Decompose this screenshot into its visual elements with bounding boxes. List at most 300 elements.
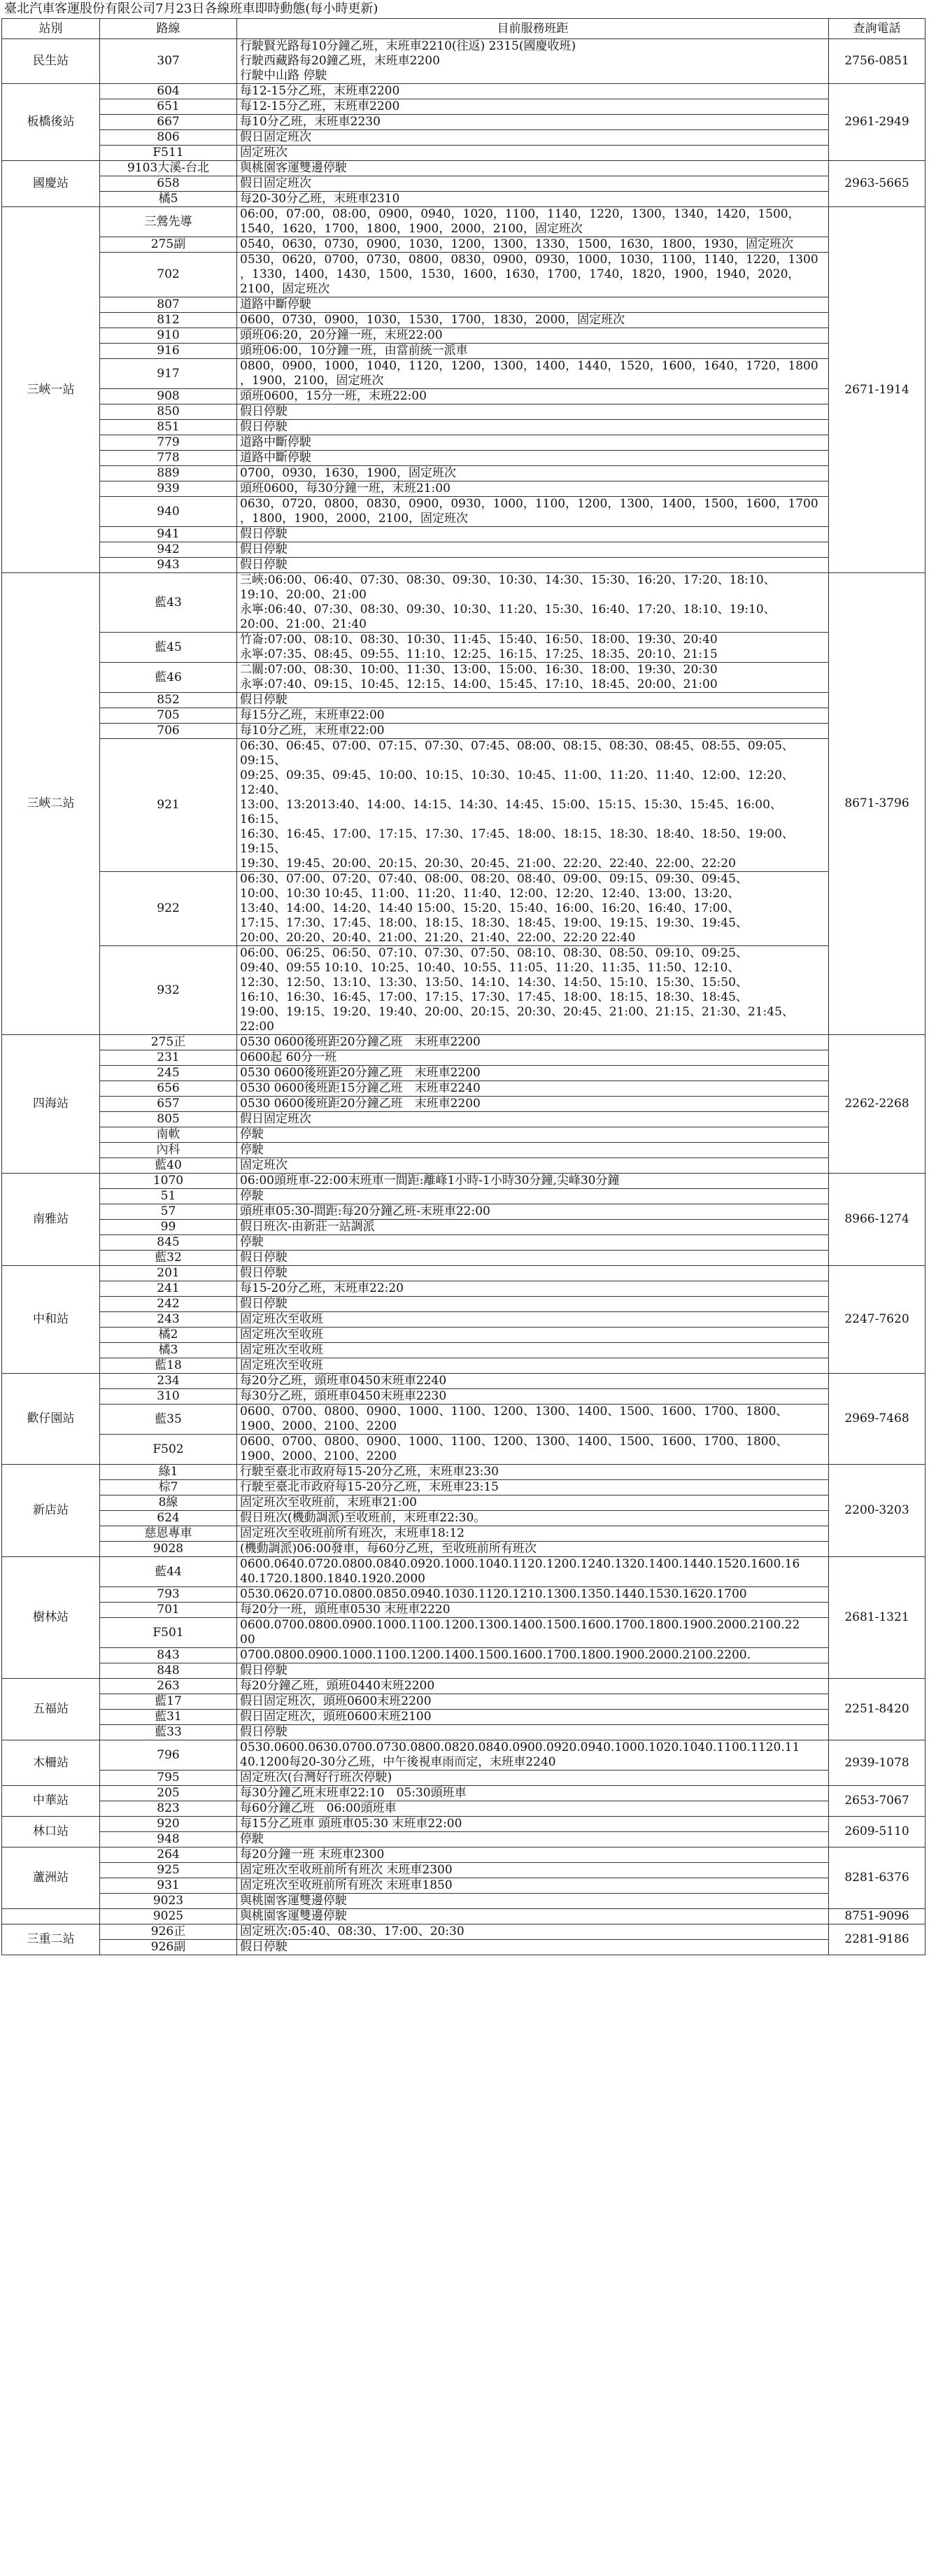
station-name: 南雅站 (2, 1174, 100, 1266)
table-row (2, 1281, 926, 1297)
table-row (2, 1266, 926, 1281)
route-number: 852 (100, 693, 237, 708)
service-schedule: (機動調派)06:00發車，每60分乙班，至收班前所有班次 (237, 1542, 829, 1557)
table-row (2, 1251, 926, 1266)
route-number: 264 (100, 1847, 237, 1863)
service-schedule: 固定班次至收班 (237, 1312, 829, 1328)
route-number: F502 (100, 1435, 237, 1465)
table-row (2, 253, 926, 297)
service-schedule: 固定班次(台灣好行班次停駛) (237, 1771, 829, 1786)
service-schedule: 每60分鐘乙班 06:00頭班車 (237, 1801, 829, 1817)
route-number: 三鶯先導 (100, 207, 237, 237)
table-row (2, 313, 926, 328)
table-row (2, 39, 926, 84)
service-schedule: 固定班次至收班 (237, 1343, 829, 1358)
route-number: 242 (100, 1297, 237, 1312)
table-row (2, 1894, 926, 1909)
route-number: 藍44 (100, 1557, 237, 1587)
route-number: 843 (100, 1648, 237, 1663)
service-schedule: 0800，0900，1000，1040，1120，1200，1300，1400，1440，1520，1600，1640，1720，1800 ，1900，2100，固定班次 (237, 359, 829, 389)
route-number: 南軟 (100, 1127, 237, 1143)
service-schedule: 每15-20分乙班，末班車22:20 (237, 1281, 829, 1297)
route-number: 橘3 (100, 1343, 237, 1358)
station-phone: 2200-3203 (829, 1465, 926, 1557)
station-phone: 2281-9186 (829, 1924, 926, 1955)
route-number: 823 (100, 1801, 237, 1817)
service-schedule: 停駛 (237, 1189, 829, 1204)
table-row (2, 1511, 926, 1526)
route-number: F501 (100, 1618, 237, 1648)
service-schedule: 06:30、06:45、07:00、07:15、07:30、07:45、08:00、08:15、08:30、08:45、08:55、09:05、09:15、 09:25、09:35、09:45、10:00、10:15、10:30、10:45、11:00、11:20、11:40、12:00、12:20、12:40、 13:00、13:2013:40、14:00、14:15、14:30、14:45、15:00、15:15、15:30、15:45、16:00、16:15、 16:30、16:45、17:00、17:15、17:30、17:45、18:00、18:15、18:30、18:40、18:50、19:00、19:15、 19:30、19:45、20:00、20:15、20:30、20:45、21:00、22:20、22:40、22:00、22:20 (237, 739, 829, 872)
route-number: F511 (100, 146, 237, 161)
table-row (2, 1832, 926, 1847)
station-name: 四海站 (2, 1035, 100, 1174)
route-number: 9025 (100, 1909, 237, 1924)
service-schedule: 每12-15分乙班，末班車2200 (237, 99, 829, 115)
service-schedule: 0530 0600後班距20分鐘乙班 末班車2200 (237, 1097, 829, 1112)
service-schedule: 假日固定班次 (237, 176, 829, 192)
service-schedule: 頭班0600，15分一班，末班22:00 (237, 389, 829, 404)
route-number: 藍43 (100, 573, 237, 633)
service-schedule: 假日停駛 (237, 527, 829, 542)
route-number: 701 (100, 1603, 237, 1618)
route-number: 779 (100, 435, 237, 451)
table-row (2, 1648, 926, 1663)
service-schedule: 假日班次(機動調派)至收班前，末班車22:30。 (237, 1511, 829, 1526)
route-number: 807 (100, 297, 237, 313)
service-schedule: 與桃園客運雙邊停駛 (237, 1894, 829, 1909)
station-phone: 2251-8420 (829, 1679, 926, 1740)
table-row (2, 1710, 926, 1725)
route-number: 57 (100, 1204, 237, 1220)
table-row (2, 1465, 926, 1480)
station-phone: 2963-5665 (829, 161, 926, 207)
table-row (2, 1220, 926, 1235)
route-number: 棕7 (100, 1480, 237, 1495)
route-number: 橘2 (100, 1328, 237, 1343)
route-number: 778 (100, 451, 237, 466)
route-number: 99 (100, 1220, 237, 1235)
service-schedule: 頭班0600，每30分鐘一班，末班21:00 (237, 481, 829, 497)
table-row (2, 1097, 926, 1112)
service-schedule: 0530，0620，0700，0730，0800，0830，0900，0930，1000，1030，1100，1140，1220，1300 ，1330，1400，1430，1500，1530，1600，1630，1700，1740，1820，1900，1940，2020， 2100，固定班次 (237, 253, 829, 297)
service-schedule: 每30分鐘乙班末班車22:10 05:30頭班車 (237, 1786, 829, 1801)
header-route: 路線 (100, 19, 237, 39)
service-schedule: 頭班06:00，10分鐘一班，由當前統一派車 (237, 344, 829, 359)
route-number: 藍18 (100, 1358, 237, 1374)
service-schedule: 二關:07:00、08:30、10:00、11:30、13:00、15:00、16:30、18:00、19:30、20:30 永寧:07:40、09:15、10:45、12:15、14:00、15:45、17:10、18:45、20:00、21:00 (237, 663, 829, 693)
service-schedule: 0600，0730，0900，1030，1530，1700，1830，2000，固定班次 (237, 313, 829, 328)
table-row (2, 1725, 926, 1740)
route-number: 藍17 (100, 1694, 237, 1710)
table-row (2, 1557, 926, 1587)
table-row (2, 1343, 926, 1358)
table-row (2, 1924, 926, 1940)
service-schedule: 0600起 60分一班 (237, 1050, 829, 1066)
table-row (2, 99, 926, 115)
service-schedule: 每15分乙班車 頭班車05:30 末班車22:00 (237, 1817, 829, 1832)
table-row (2, 663, 926, 693)
table-row (2, 146, 926, 161)
service-schedule: 0630，0720，0800，0830，0900，0930，1000，1100，1200，1300，1400，1500，1600，1700 ，1800，1900，2000，2100，固定班次 (237, 497, 829, 527)
table-row (2, 1771, 926, 1786)
station-phone: 8966-1274 (829, 1174, 926, 1266)
route-number: 658 (100, 176, 237, 192)
table-row (2, 481, 926, 497)
service-schedule: 假日停駛 (237, 1297, 829, 1312)
table-row (2, 1374, 926, 1389)
service-schedule: 06:00頭班車-22:00末班車一間距:離峰1小時-1小時30分鐘,尖峰30分鐘 (237, 1174, 829, 1189)
route-number: 657 (100, 1097, 237, 1112)
service-schedule: 三峽:06:00、06:40、07:30、08:30、09:30、10:30、14:30、15:30、16:20、17:20、18:10、 19:10、20:00、21:00 永寧:06:40、07:30、08:30、09:30、10:30、11:20、15:30、16:40、17:20、18:10、19:10、 20:00、21:00、21:40 (237, 573, 829, 633)
route-number: 1070 (100, 1174, 237, 1189)
table-row (2, 558, 926, 573)
station-phone: 2961-2949 (829, 84, 926, 161)
route-number: 796 (100, 1740, 237, 1771)
service-schedule: 假日停駛 (237, 558, 829, 573)
table-row (2, 1127, 926, 1143)
route-number: 243 (100, 1312, 237, 1328)
service-schedule: 每20分乙班，頭班車0450末班車2240 (237, 1374, 829, 1389)
route-number: 917 (100, 359, 237, 389)
station-name: 三峽二站 (2, 573, 100, 1035)
service-schedule: 假日班次-由新莊一站調派 (237, 1220, 829, 1235)
service-schedule: 0540，0630，0730，0900，1030，1200，1300，1330，1500，1630，1800，1930，固定班次 (237, 237, 829, 253)
service-schedule: 固定班次至收班 (237, 1328, 829, 1343)
table-row (2, 1542, 926, 1557)
route-number: 51 (100, 1189, 237, 1204)
table-row (2, 542, 926, 558)
station-phone: 2653-7067 (829, 1786, 926, 1817)
route-number: 234 (100, 1374, 237, 1389)
table-row (2, 1158, 926, 1174)
service-schedule: 固定班次至收班前所有班次，末班車18:12 (237, 1526, 829, 1542)
route-number: 850 (100, 404, 237, 420)
table-row (2, 1050, 926, 1066)
route-number: 940 (100, 497, 237, 527)
table-row (2, 1847, 926, 1863)
route-number: 920 (100, 1817, 237, 1832)
table-row (2, 573, 926, 633)
route-number: 793 (100, 1587, 237, 1603)
route-number: 667 (100, 115, 237, 130)
service-schedule: 0700，0930，1630，1900，固定班次 (237, 466, 829, 481)
table-row (2, 1312, 926, 1328)
service-schedule: 06:30、07:00、07:20、07:40、08:00、08:20、08:40、09:00、09:15、09:30、09:45、 10:00、10:30 10:45、11:00、11:20、11:40、12:00、12:20、12:40、13:00、13:20、 13:40、14:00、14:20、14:40 15:00、15:20、15:40、16:00、16:20、16:40、17:00、 17:15、17:30、17:45、18:00、18:15、18:30、18:45、19:00、19:15、19:30、19:45、 20:00、20:20、20:40、21:00、21:20、21:40、22:00、22:20 22:40 (237, 872, 829, 946)
table-row (2, 1663, 926, 1679)
service-schedule: 停駛 (237, 1832, 829, 1847)
service-schedule: 固定班次:05:40、08:30、17:00、20:30 (237, 1924, 829, 1940)
table-row (2, 207, 926, 237)
station-phone: 2609-5110 (829, 1817, 926, 1847)
service-schedule: 0530 0600後班距20分鐘乙班 末班車2200 (237, 1066, 829, 1081)
route-number: 8線 (100, 1495, 237, 1511)
table-row (2, 1587, 926, 1603)
route-number: 851 (100, 420, 237, 435)
service-schedule: 06:00、06:25、06:50、07:10、07:30、07:50、08:10、08:30、08:50、09:10、09:25、 09:40、09:55 10:10、10:25、10:40、10:55、11:05、11:20、11:35、11:50、12:10、 12:30、12:50、13:10、13:30、13:50、14:10、14:30、14:50、15:10、15:30、15:50、 16:10、16:30、16:45、17:00、17:15、17:30、17:45、18:00、18:15、18:30、18:45、 19:00、19:15、19:20、19:40、20:00、20:15、20:30、20:45、21:00、21:15、21:30、21:45、22:00 (237, 946, 829, 1035)
route-number: 231 (100, 1050, 237, 1066)
table-row (2, 1081, 926, 1097)
table-row (2, 297, 926, 313)
service-schedule: 假日停駛 (237, 1663, 829, 1679)
header-service: 目前服務班距 (237, 19, 829, 39)
table-row (2, 1495, 926, 1511)
table-row (2, 389, 926, 404)
service-schedule: 道路中斷停駛 (237, 451, 829, 466)
service-schedule: 固定班次至收班 (237, 1358, 829, 1374)
table-row (2, 1786, 926, 1801)
route-number: 908 (100, 389, 237, 404)
station-name: 林口站 (2, 1817, 100, 1847)
service-schedule: 每12-15分乙班，末班車2200 (237, 84, 829, 99)
service-schedule: 道路中斷停駛 (237, 297, 829, 313)
service-schedule: 0600、0700、0800、0900、1000、1100、1200、1300、1400、1500、1600、1700、1800、 1900、2000、2100、2200 (237, 1435, 829, 1465)
table-row (2, 466, 926, 481)
service-schedule: 0700.0800.0900.1000.1100.1200.1400.1500.1600.1700.1800.1900.2000.2100.2200. (237, 1648, 829, 1663)
table-row (2, 404, 926, 420)
service-schedule: 每10分乙班，末班車22:00 (237, 724, 829, 739)
route-number: 845 (100, 1235, 237, 1251)
station-phone: 2262-2268 (829, 1035, 926, 1174)
route-number: 702 (100, 253, 237, 297)
header-station: 站別 (2, 19, 100, 39)
route-number: 9103大溪-台北 (100, 161, 237, 176)
route-number: 848 (100, 1663, 237, 1679)
route-number: 245 (100, 1066, 237, 1081)
station-phone: 2939-1078 (829, 1740, 926, 1786)
route-number: 201 (100, 1266, 237, 1281)
table-row (2, 497, 926, 527)
route-number: 藍40 (100, 1158, 237, 1174)
table-row (2, 1389, 926, 1405)
table-row (2, 1801, 926, 1817)
route-number: 205 (100, 1786, 237, 1801)
station-phone: 8751-9096 (829, 1909, 926, 1924)
service-schedule: 固定班次 (237, 1158, 829, 1174)
route-number: 藍33 (100, 1725, 237, 1740)
route-number: 307 (100, 39, 237, 84)
service-schedule: 行駛至臺北市政府每15-20分乙班，末班車23:30 (237, 1465, 829, 1480)
route-number: 藍46 (100, 663, 237, 693)
service-schedule: 假日停駛 (237, 693, 829, 708)
route-number: 805 (100, 1112, 237, 1127)
service-schedule: 與桃園客運雙邊停駛 (237, 1909, 829, 1924)
route-number: 812 (100, 313, 237, 328)
service-schedule: 頭班06:20，20分鐘一班，末班22:00 (237, 328, 829, 344)
service-schedule: 頭班車05:30-間距:每20分鐘乙班-末班車22:00 (237, 1204, 829, 1220)
service-schedule: 0530.0620.0710.0800.0850.0940.1030.1120.1210.1300.1350.1440.1530.1620.1700 (237, 1587, 829, 1603)
service-schedule: 0600、0700、0800、0900、1000、1100、1200、1300、1400、1500、1600、1700、1800、 1900、2000、2100、2200 (237, 1405, 829, 1435)
table-row (2, 1297, 926, 1312)
table-row (2, 1618, 926, 1648)
route-number: 624 (100, 1511, 237, 1526)
table-row (2, 1405, 926, 1435)
service-schedule: 停駛 (237, 1143, 829, 1158)
station-name: 蘆洲站 (2, 1847, 100, 1909)
service-schedule: 停駛 (237, 1127, 829, 1143)
service-schedule: 固定班次至收班前所有班次 末班車1850 (237, 1878, 829, 1894)
route-number: 889 (100, 466, 237, 481)
table-row (2, 1035, 926, 1050)
table-row (2, 1143, 926, 1158)
route-number: 926正 (100, 1924, 237, 1940)
service-schedule: 每10分乙班，末班車2230 (237, 115, 829, 130)
route-number: 916 (100, 344, 237, 359)
station-name: 板橋後站 (2, 84, 100, 161)
service-schedule: 行駛賢光路每10分鐘乙班，末班車2210(往返) 2315(國慶收班) 行駛西藏路每20鐘乙班，末班車2200 行駛中山路 停駛 (237, 39, 829, 84)
service-schedule: 假日固定班次，頭班0600末班2200 (237, 1694, 829, 1710)
service-schedule: 06:00，07:00，08:00，0900，0940，1020，1100，1140，1220，1300，1340，1420，1500， 1540，1620，1700，1800，1900，2000，2100，固定班次 (237, 207, 829, 237)
route-number: 921 (100, 739, 237, 872)
table-row (2, 344, 926, 359)
table-row (2, 84, 926, 99)
service-schedule: 與桃園客運雙邊停駛 (237, 161, 829, 176)
service-schedule: 每20分鐘乙班，頭班0440末班2200 (237, 1679, 829, 1694)
table-row (2, 1603, 926, 1618)
table-row (2, 739, 926, 872)
route-number: 275正 (100, 1035, 237, 1050)
route-number: 9028 (100, 1542, 237, 1557)
route-number: 926副 (100, 1940, 237, 1955)
route-number: 241 (100, 1281, 237, 1297)
service-schedule: 假日停駛 (237, 542, 829, 558)
table-row (2, 1480, 926, 1495)
table-row (2, 693, 926, 708)
route-number: 橘5 (100, 192, 237, 207)
table-row (2, 1358, 926, 1374)
station-phone: 8281-6376 (829, 1847, 926, 1909)
table-row (2, 724, 926, 739)
table-row (2, 1435, 926, 1465)
route-number: 藍31 (100, 1710, 237, 1725)
route-number: 內科 (100, 1143, 237, 1158)
service-schedule: 停駛 (237, 1235, 829, 1251)
route-number: 656 (100, 1081, 237, 1097)
route-number: 藍45 (100, 633, 237, 663)
table-row (2, 1940, 926, 1955)
table-row (2, 130, 926, 146)
route-number: 806 (100, 130, 237, 146)
service-schedule: 每20分鐘一班 末班車2300 (237, 1847, 829, 1863)
service-schedule: 假日停駛 (237, 1940, 829, 1955)
route-number: 922 (100, 872, 237, 946)
station-name: 樹林站 (2, 1557, 100, 1679)
route-number: 941 (100, 527, 237, 542)
station-name (2, 1909, 100, 1924)
route-number: 604 (100, 84, 237, 99)
route-number: 948 (100, 1832, 237, 1847)
table-row (2, 359, 926, 389)
route-number: 藍32 (100, 1251, 237, 1266)
table-row (2, 1740, 926, 1771)
page-title: 臺北汽車客運股份有限公司7月23日各線班車即時動態(每小時更新) (4, 1, 378, 16)
station-name: 新店站 (2, 1465, 100, 1557)
table-row (2, 1235, 926, 1251)
service-schedule: 假日停駛 (237, 404, 829, 420)
route-number: 310 (100, 1389, 237, 1405)
table-row (2, 1679, 926, 1694)
station-name: 木柵站 (2, 1740, 100, 1786)
station-name: 國慶站 (2, 161, 100, 207)
table-row (2, 946, 926, 1035)
route-number: 慈恩專車 (100, 1526, 237, 1542)
route-number: 942 (100, 542, 237, 558)
route-number: 706 (100, 724, 237, 739)
service-schedule: 假日停駛 (237, 1251, 829, 1266)
station-phone: 2247-7620 (829, 1266, 926, 1374)
service-schedule: 固定班次至收班前所有班次 末班車2300 (237, 1863, 829, 1878)
station-name: 五福站 (2, 1679, 100, 1740)
service-schedule: 假日固定班次，頭班0600末班2100 (237, 1710, 829, 1725)
station-name: 三峽一站 (2, 207, 100, 573)
route-number: 925 (100, 1863, 237, 1878)
table-row (2, 1204, 926, 1220)
header-phone: 查詢電話 (829, 19, 926, 39)
station-name: 中和站 (2, 1266, 100, 1374)
route-number: 263 (100, 1679, 237, 1694)
service-schedule: 假日停駛 (237, 1266, 829, 1281)
station-phone: 2681-1321 (829, 1557, 926, 1679)
table-row (2, 328, 926, 344)
table-row (2, 161, 926, 176)
service-schedule: 每15分乙班，末班車22:00 (237, 708, 829, 724)
station-phone: 2969-7468 (829, 1374, 926, 1465)
route-number: 943 (100, 558, 237, 573)
route-number: 932 (100, 946, 237, 1035)
service-schedule: 假日固定班次 (237, 1112, 829, 1127)
service-schedule: 0600.0640.0720.0800.0840.0920.1000.1040.1120.1200.1240.1320.1400.1440.1520.1600.16 40.1720.1800.1840.1920.2000 (237, 1557, 829, 1587)
route-number: 綠1 (100, 1465, 237, 1480)
table-row (2, 451, 926, 466)
table-row (2, 435, 926, 451)
table-row (2, 1066, 926, 1081)
table-row (2, 1328, 926, 1343)
service-schedule: 每20-30分乙班，末班車2310 (237, 192, 829, 207)
station-name: 三重二站 (2, 1924, 100, 1955)
route-number: 795 (100, 1771, 237, 1786)
table-header-row (2, 19, 926, 39)
service-schedule: 假日停駛 (237, 1725, 829, 1740)
station-name: 中華站 (2, 1786, 100, 1817)
route-number: 9023 (100, 1894, 237, 1909)
table-row (2, 192, 926, 207)
table-row (2, 1817, 926, 1832)
route-number: 910 (100, 328, 237, 344)
service-schedule: 0530 0600後班距15分鐘乙班 末班車2240 (237, 1081, 829, 1097)
table-row (2, 1909, 926, 1924)
table-row (2, 1878, 926, 1894)
service-schedule: 每30分乙班，頭班車0450末班車2230 (237, 1389, 829, 1405)
table-row (2, 872, 926, 946)
service-schedule: 0530 0600後班距20分鐘乙班 末班車2200 (237, 1035, 829, 1050)
station-name: 歡仔園站 (2, 1374, 100, 1465)
route-table (1, 18, 926, 1955)
table-row (2, 420, 926, 435)
route-number: 705 (100, 708, 237, 724)
route-number: 藍35 (100, 1405, 237, 1435)
table-row (2, 527, 926, 542)
table-row (2, 176, 926, 192)
table-row (2, 1863, 926, 1878)
service-schedule: 假日固定班次 (237, 130, 829, 146)
table-row (2, 237, 926, 253)
station-phone: 2756-0851 (829, 39, 926, 84)
service-schedule: 0530.0600.0630.0700.0730.0800.0820.0840.0900.0920.0940.1000.1020.1040.1100.1120.11 40.1200每20-30分乙班，中午後視車雨而定，末班車2240 (237, 1740, 829, 1771)
table-row (2, 708, 926, 724)
route-number: 931 (100, 1878, 237, 1894)
table-row (2, 1526, 926, 1542)
table-row (2, 633, 926, 663)
